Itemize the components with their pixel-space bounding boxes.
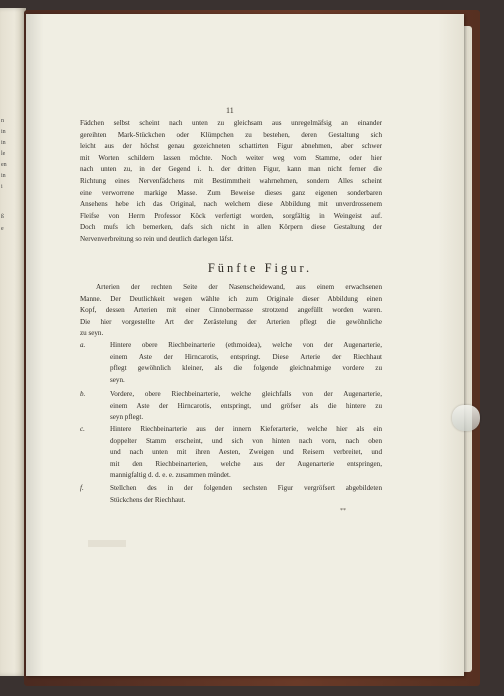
left-page-fragment: le: [1, 151, 6, 157]
text-line: Hintere Riechbeinarterie aus der innern Kieferarterie, welche hier als ein: [110, 425, 382, 433]
text-line: seyn.: [110, 375, 125, 384]
left-page-fragment: n: [1, 118, 4, 124]
text-line: Manne. Der Deutlichkeit wegen wählte ich zum Originale dieser Abbildung einen: [80, 294, 382, 303]
signature-mark: **: [340, 508, 346, 514]
text-line: Vordere, obere Riechbeinarterie, welche gleichfalls von der Augenarterie,: [110, 390, 382, 398]
text-line: Kopf, dessen Arterien mit einer Cinnobermasse strotzend angefüllt worden waren.: [80, 306, 382, 315]
item-marker: b.: [80, 390, 86, 398]
text-line: zu seyn.: [80, 329, 104, 338]
text-line: mit Worten schildern lassen möchte. Noch weiter weg vom Stamme, oder hier: [80, 153, 382, 162]
text-line: nach unten zu, in der Gegend i. h. der dritten Figur, kann man nicht ferner die: [80, 165, 382, 174]
section-heading: Fünfte Figur.: [207, 261, 313, 275]
text-line: mit den Riechbeinarterien, welche aus der Augenarterie entspringen,: [110, 459, 382, 468]
text-line: gereihten Mark-Stückchen oder Klümpchen zu bestehen, deren Gestaltung sich: [80, 130, 382, 139]
item-marker: a.: [80, 341, 86, 349]
text-line: seyn pflegt.: [110, 413, 144, 422]
text-line: mannigfaltig d. d. e. e. zusammen mündet.: [110, 471, 231, 480]
text-line: pflegt gewöhnlich kleiner, als die folgende gleichnahmige vordere zu: [110, 364, 382, 373]
text-line: Stückchens der Riechhaut.: [110, 495, 186, 504]
bookmark-clip[interactable]: [452, 405, 480, 431]
text-line: Arterien der rechten Seite der Nasenscheidewand, aus einem erwachsenen: [96, 283, 382, 291]
text-line: Die hier vorgestellte Art der Zerästelung der Arterien pflegt die gewöhnliche: [80, 317, 382, 326]
offset-smudge: [88, 540, 126, 547]
text-line: Richtung eines Nervenfädchens mit Bestimmtheit wahrnehmen, sondern Alles scheint: [80, 176, 382, 185]
left-page-fragment: i: [1, 184, 3, 190]
text-line: leicht aus der höchst genau gezeichneten schattirten Figur abnehmen, aber schwer: [80, 142, 382, 151]
text-line: Fädchen selbst scheint nach unten zu gleichsam aus unregelmäfsig an einander: [80, 119, 382, 127]
text-line: und nach unten mit ihren Aesten, Zweigen und Reisern verbreitet, und: [110, 448, 382, 457]
text-line: Nervenverbreitung so rein und deutlich darlegen läfst.: [80, 234, 234, 243]
left-page-fragment: in: [1, 140, 6, 146]
text-line: eine verworrene markige Masse. Zum Beweise dieses ganz eigenen sonderbaren: [80, 188, 382, 197]
text-line: Hintere obere Riechbeinarterie (ethmoidea), welche von der Augenarterie,: [110, 341, 382, 349]
paragraph-continuation: [80, 118, 382, 246]
item-marker: f.: [80, 484, 84, 492]
left-page-fragment: e: [1, 226, 4, 232]
left-page-fragment: en: [1, 162, 7, 168]
left-page-fragment: ß: [1, 214, 4, 220]
text-line: doppelter Stamm erscheint, und sich von hinten nach vorn, nach oben: [110, 436, 382, 445]
intro-paragraph: [80, 282, 382, 340]
text-line: einem Aste der Hirncarotis, entspringt. Diese Arterie der Riechhaut: [110, 352, 382, 361]
text-line: Doch mufs ich bemerken, dafs sich nicht in allen Körpern diese Gestaltung der: [80, 223, 382, 232]
item-marker: c.: [80, 425, 85, 433]
text-line: Fleifse von Herrn Professor Köck verfertigt worden, sorgfältig in Weingeist auf.: [80, 211, 382, 220]
left-page-edge: [0, 8, 26, 676]
page-number: 11: [226, 106, 234, 115]
text-line: Ansehens hebe ich das Original, nach welchem diese Abbildung mit unverdrossenem: [80, 200, 382, 209]
text-line: einem Aste der Hirncarotis, entspringt, und gröfser als die hintere zu: [110, 401, 382, 410]
left-page-fragment: in: [1, 129, 6, 135]
text-line: Stellchen des in der folgenden sechsten Figur vergröfsert abgebildeten: [110, 484, 382, 492]
left-page-fragment: in: [1, 173, 6, 179]
